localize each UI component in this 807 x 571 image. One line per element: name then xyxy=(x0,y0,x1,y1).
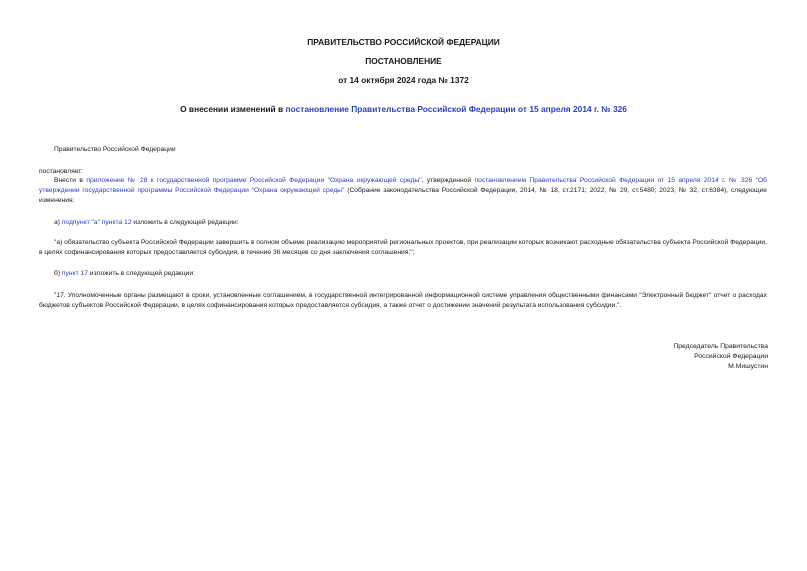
subparagraph-a-link[interactable]: подпункт "а" пункта 12 xyxy=(61,219,132,226)
appendix-28-link[interactable]: приложение № 28 к государственной программе Российской Федерации "Охрана окружающей среды" xyxy=(86,177,422,184)
signature-title: Председатель Правительства xyxy=(673,343,768,350)
document-type-heading: ПОСТАНОВЛЕНИЕ xyxy=(365,56,442,66)
title-prefix: О внесении изменений в xyxy=(180,104,286,114)
item-a-line xyxy=(54,218,767,228)
paragraph-intro xyxy=(39,176,767,206)
item-b-text: изложить в следующей редакции: xyxy=(87,270,196,277)
item-a-text: изложить в следующей редакции: xyxy=(131,219,239,226)
document-title xyxy=(0,104,807,114)
item-b-new-wording: "17. Уполномоченные органы размещают в сроки, установленные соглашением, в государственной интегрированной информационной системе управления общественными финансами "Электронный бюджет" отчет о расходах бюджетов субъектов Российской Федерации, в целях софинансирования которых предоставляется субсидия, а также отчет о достижении значений результата использования субсидии.". xyxy=(39,292,767,309)
item-a-new-wording: "а) обязательство субъекта Российской Федерации завершить в полном объеме реализацию мероприятий региональных проектов, при реализации которых возникают расходные обязательства субъекта Российской Федерации, в целях софинансирования которых предоставляется субсидия, в течение 36 месяцев со дня заключения соглашения;"; xyxy=(39,239,767,256)
resolution-326-link[interactable]: постановлением Правительства Российской Федерации от 15 апреля 2014 г. № 326 "Об утверждении государственной программы Российской Федерации "Охрана окружающей среды" xyxy=(39,177,768,194)
government-heading: ПРАВИТЕЛЬСТВО РОССИЙСКОЙ ФЕДЕРАЦИИ xyxy=(307,37,500,47)
paragraph-17-link[interactable]: пункт 17 xyxy=(61,270,88,277)
item-a-marker: а) xyxy=(54,219,62,226)
signature-org: Российской Федерации xyxy=(694,353,768,360)
signature-name: М.Мишустин xyxy=(728,363,768,370)
title-link[interactable]: постановление Правительства Российской Федерации от 15 апреля 2014 г. № 326 xyxy=(285,104,627,114)
date-number-heading: от 14 октября 2024 года № 1372 xyxy=(338,75,469,85)
issuer-line: Правительство Российской Федерации xyxy=(54,146,176,153)
paragraph-intro-text-2: , утвержденной xyxy=(421,177,475,184)
resolves-line: постановляет: xyxy=(39,168,84,175)
item-b-line xyxy=(54,269,767,279)
paragraph-intro-text-1: Внести в xyxy=(54,177,87,184)
paragraph-intro-text-3: (Собрание законодательства Российской Федерации, 2014, № 18, ст.2171; 2022, № 29, ст.5480; 2023, № 32, ст.6384), следующие изменения: xyxy=(39,187,767,204)
item-b-marker: б) xyxy=(54,270,62,277)
